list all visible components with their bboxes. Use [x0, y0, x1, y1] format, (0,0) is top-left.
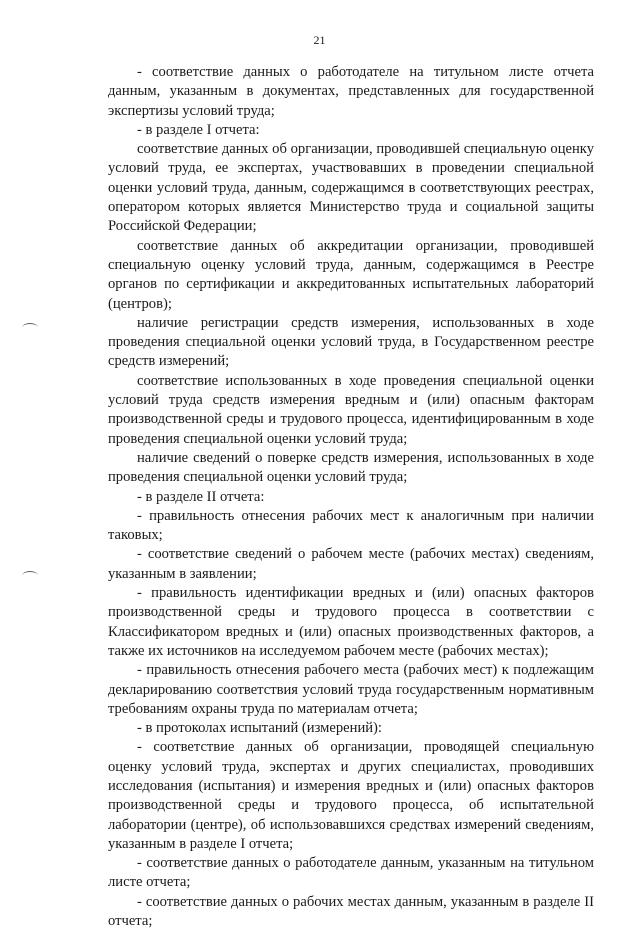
- document-body: [108, 63, 594, 931]
- paragraph: - в разделе I отчета:: [137, 121, 260, 138]
- paragraph: - правильность отнесения рабочих мест к аналогичным при наличии таковых;: [108, 507, 594, 544]
- paragraph: - соответствие данных о работодателе на титульном листе отчета данным, указанным в документах, представленных для государственной экспертизы условий труда;: [108, 64, 594, 119]
- paragraph: наличие регистрации средств измерения, использованных в ходе проведения специальной оценки условий труда, в Государственном реестре средств измерений;: [108, 314, 594, 370]
- paragraph: - правильность идентификации вредных и (или) опасных факторов производственной среды и трудового процесса в соответствии с Классификатором вредных и (или) опасных производственных факторов, а также их источников на исследуемом рабочем месте (рабочих местах);: [108, 585, 594, 659]
- page-number: 21: [313, 33, 326, 47]
- paragraph: - соответствие сведений о рабочем месте (рабочих местах) сведениям, указанным в заявлении;: [108, 546, 594, 582]
- punch-hole-mark: [22, 323, 38, 332]
- paragraph: соответствие данных об организации, проводившей специальную оценку условий труда, ее экспертах, участвовавших в проведении специальной оценки условий труда, данным, содержащимся в соответствующих реестрах, оператором которых является Министерство труда и социальной защиты Российской Федерации;: [108, 141, 594, 235]
- paragraph: соответствие использованных в ходе проведения специальной оценки условий труда средств измерения вредным и (или) опасным факторам производственной среды и трудового процесса, идентифицированным в ходе проведения специальной оценки условий труда;: [108, 372, 594, 447]
- paragraph: - соответствие данных об организации, проводящей специальную оценку условий труда, экспертах и других специалистах, проводивших исследования (испытания) и измерения вредных и (или) опасных факторов производственной среды и трудового процесса, об испытательной лаборатории (центре), об использовавшихся средствах измерений сведениям, указанным в разделе I отчета;: [108, 739, 594, 852]
- paragraph: - правильность отнесения рабочего места (рабочих мест) к подлежащим декларированию соответствия условий труда государственным нормативным требованиям охраны труда по материалам отчета;: [108, 662, 594, 717]
- paragraph: - в протоколах испытаний (измерений):: [137, 720, 382, 737]
- paragraph: - соответствие данных о работодателе данным, указанным на титульном листе отчета;: [108, 855, 594, 891]
- paragraph: - соответствие данных о рабочих местах данным, указанным в разделе II отчета;: [108, 893, 594, 930]
- paragraph: наличие сведений о поверке средств измерения, использованных в ходе проведения специальной оценки условий труда;: [108, 449, 594, 486]
- punch-hole-mark: [22, 571, 38, 580]
- paragraph: соответствие данных об аккредитации организации, проводившей специальную оценку условий труда, данным, содержащимся в Реестре органов по сертификации и аккредитованных испытательных лабораторий (центров);: [108, 237, 594, 312]
- paragraph: - в разделе II отчета:: [137, 488, 265, 505]
